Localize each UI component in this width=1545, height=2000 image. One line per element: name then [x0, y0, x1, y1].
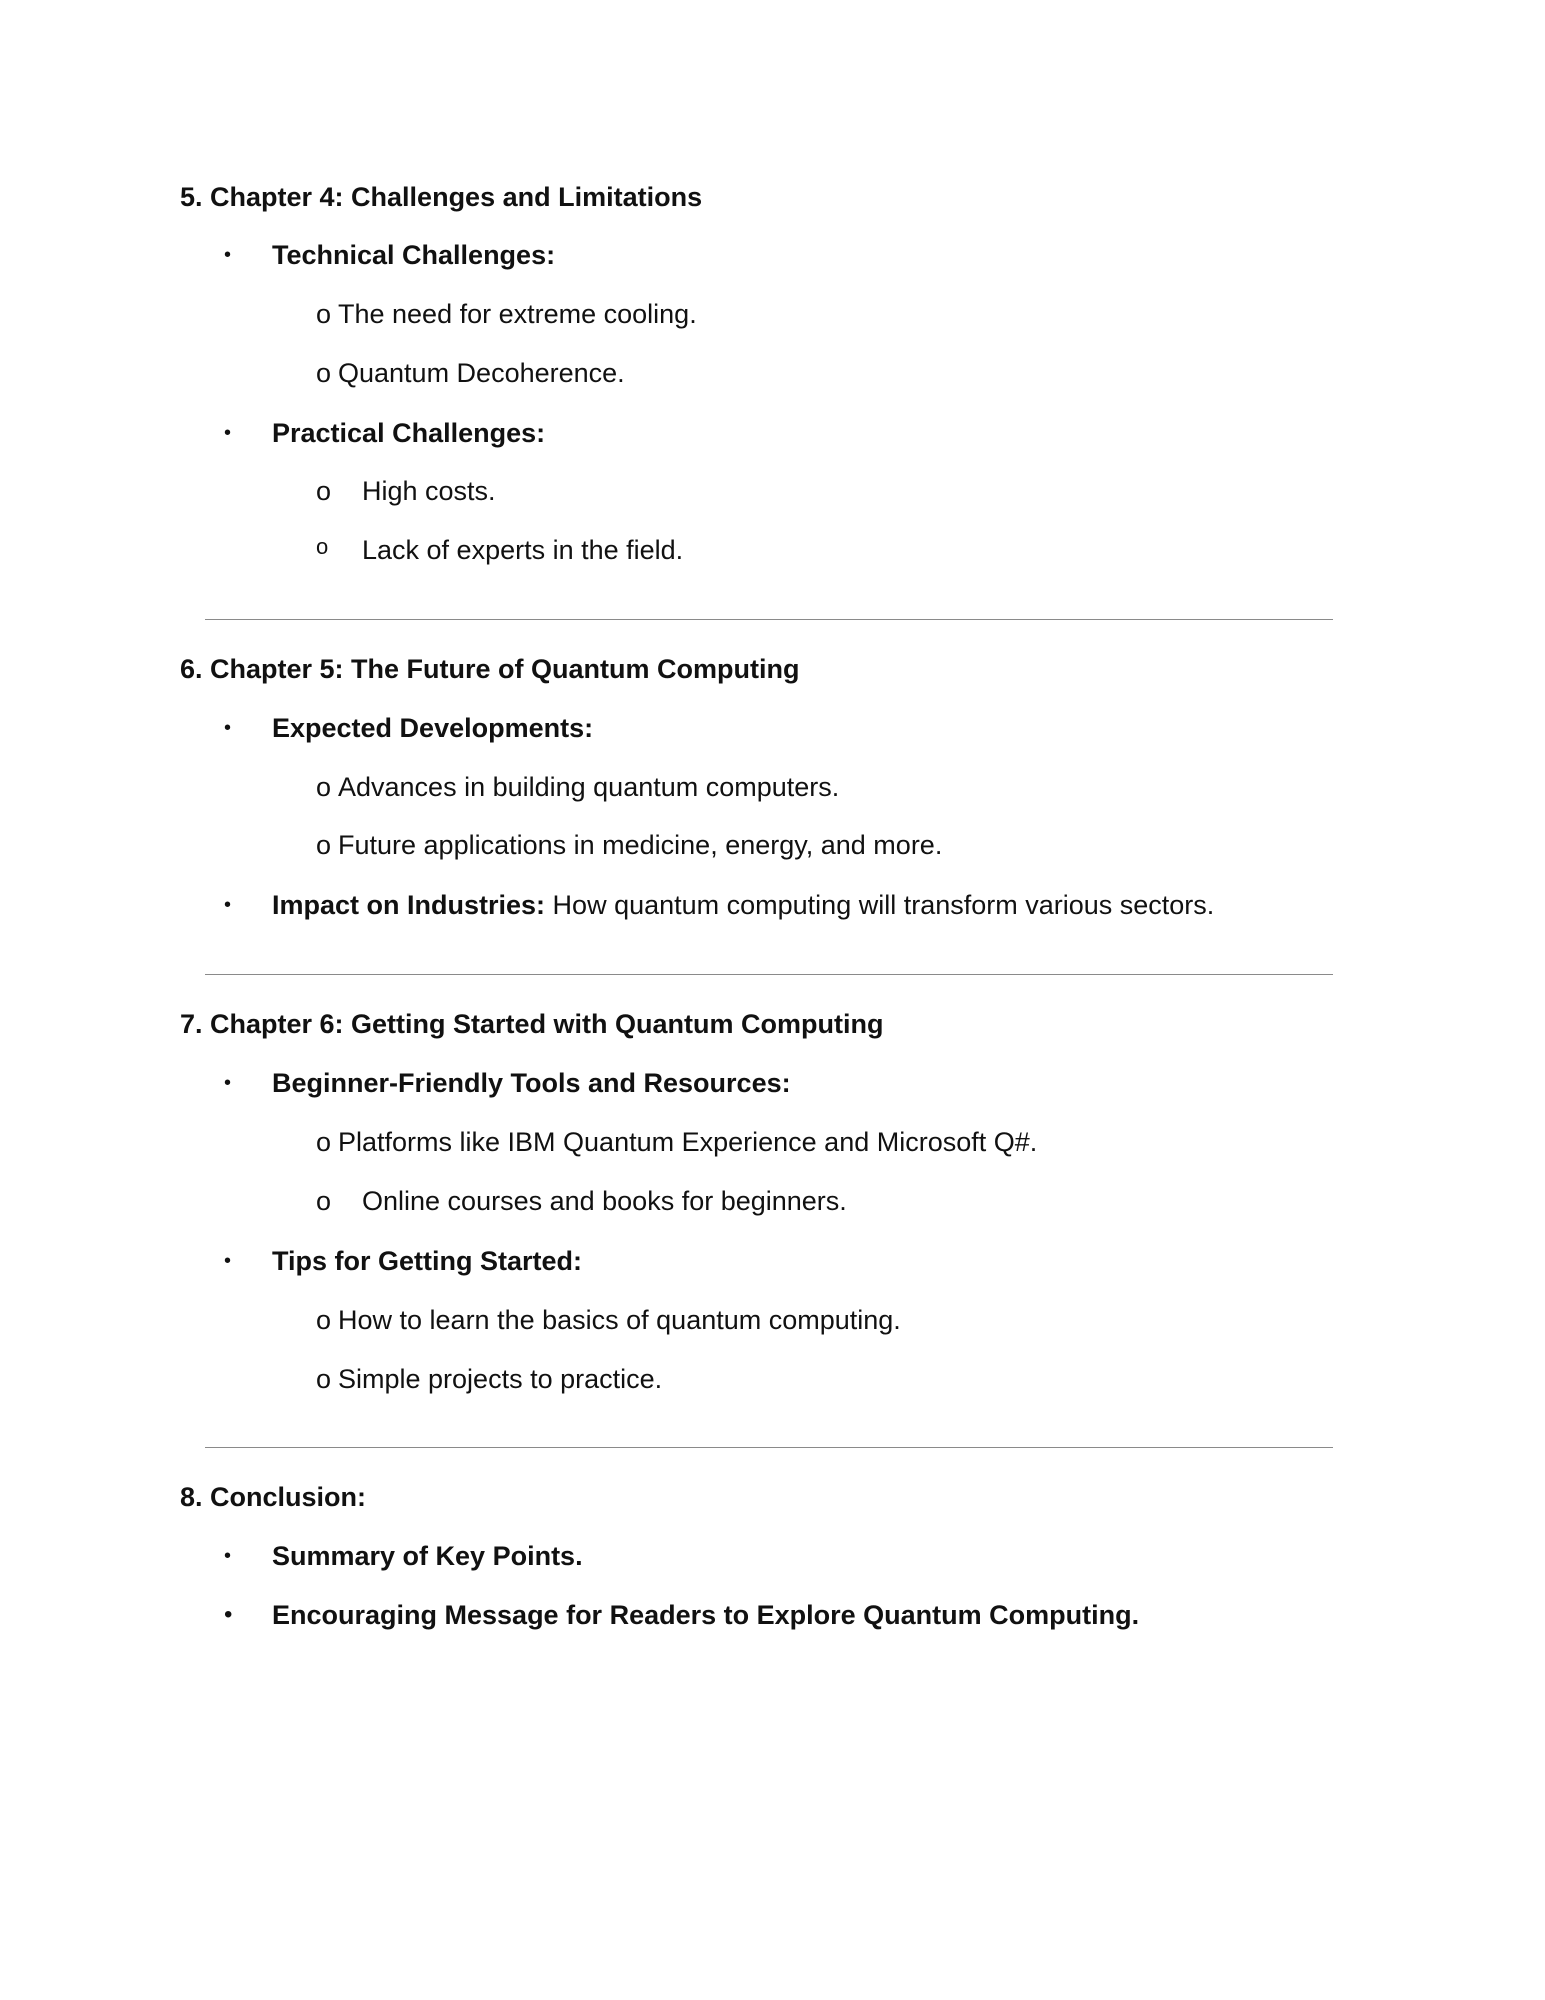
bullet-icon: • — [224, 422, 232, 444]
bullet-icon: • — [224, 244, 232, 266]
sub-item — [316, 297, 697, 331]
bullet-label: Technical Challenges: — [272, 240, 556, 270]
sub-item-text: Platforms like IBM Quantum Experience and Microsoft Q#. — [338, 1127, 1038, 1157]
bullet-description: How quantum computing will transform various sectors. — [545, 890, 1215, 920]
bullet-label: Beginner-Friendly Tools and Resources: — [272, 1068, 791, 1098]
sub-item — [316, 1303, 901, 1337]
bullet-icon: • — [224, 1601, 233, 1628]
bullet-item — [224, 1244, 582, 1278]
sub-item-text: Future applications in medicine, energy, and more. — [338, 830, 943, 860]
sub-item — [316, 828, 942, 862]
sub-item — [316, 356, 625, 390]
sub-item-text: Online courses and books for beginners. — [362, 1186, 847, 1216]
sub-bullet-icon: o — [316, 358, 332, 388]
section-divider — [205, 1447, 1333, 1448]
bullet-item — [224, 238, 555, 272]
bullet-item — [224, 711, 593, 745]
bullet-icon: • — [224, 1250, 232, 1272]
bullet-label: Expected Developments: — [272, 713, 594, 743]
sub-bullet-icon: o — [316, 476, 332, 506]
sub-item-text: High costs. — [362, 476, 496, 506]
sub-bullet-icon: o — [316, 1186, 332, 1216]
sub-bullet-icon: o — [316, 1364, 332, 1394]
bullet-icon: • — [224, 717, 232, 739]
section-heading: 5. Chapter 4: Challenges and Limitations — [180, 182, 703, 212]
bullet-label: Summary of Key Points. — [272, 1541, 583, 1571]
sub-item-text: Lack of experts in the field. — [362, 535, 684, 565]
sub-item — [316, 770, 839, 804]
bullet-item — [224, 416, 545, 450]
section-heading: 6. Chapter 5: The Future of Quantum Computing — [180, 654, 800, 684]
sub-bullet-icon: o — [316, 534, 329, 559]
sub-item — [316, 533, 683, 569]
bullet-label: Practical Challenges: — [272, 418, 546, 448]
section-divider — [205, 619, 1333, 620]
sub-item-text: Quantum Decoherence. — [338, 358, 625, 388]
sub-bullet-icon: o — [316, 830, 332, 860]
sub-item-text: Advances in building quantum computers. — [338, 772, 840, 802]
sub-bullet-icon: o — [316, 299, 332, 329]
bullet-item — [224, 1539, 583, 1573]
bullet-icon: • — [224, 1545, 232, 1567]
bullet-label: Impact on Industries: — [272, 890, 546, 920]
sub-item-text: How to learn the basics of quantum computing. — [338, 1305, 901, 1335]
sub-item — [316, 1184, 847, 1218]
sub-item — [316, 1125, 1037, 1159]
section-heading: 8. Conclusion: — [180, 1482, 367, 1512]
sub-item-text: Simple projects to practice. — [338, 1364, 663, 1394]
sub-bullet-icon: o — [316, 1127, 332, 1157]
bullet-item — [224, 1066, 791, 1100]
section-heading: 7. Chapter 6: Getting Started with Quantum Computing — [180, 1009, 884, 1039]
sub-item — [316, 1362, 662, 1396]
bullet-label: Tips for Getting Started: — [272, 1246, 583, 1276]
sub-item — [316, 474, 496, 508]
bullet-item — [224, 888, 1214, 922]
section-divider — [205, 974, 1333, 975]
bullet-item — [224, 1598, 1139, 1632]
sub-bullet-icon: o — [316, 1305, 332, 1335]
sub-item-text: The need for extreme cooling. — [338, 299, 697, 329]
bullet-label: Encouraging Message for Readers to Explore Quantum Computing. — [272, 1600, 1140, 1630]
bullet-icon: • — [224, 1072, 232, 1094]
sub-bullet-icon: o — [316, 772, 332, 802]
bullet-icon: • — [224, 894, 232, 916]
